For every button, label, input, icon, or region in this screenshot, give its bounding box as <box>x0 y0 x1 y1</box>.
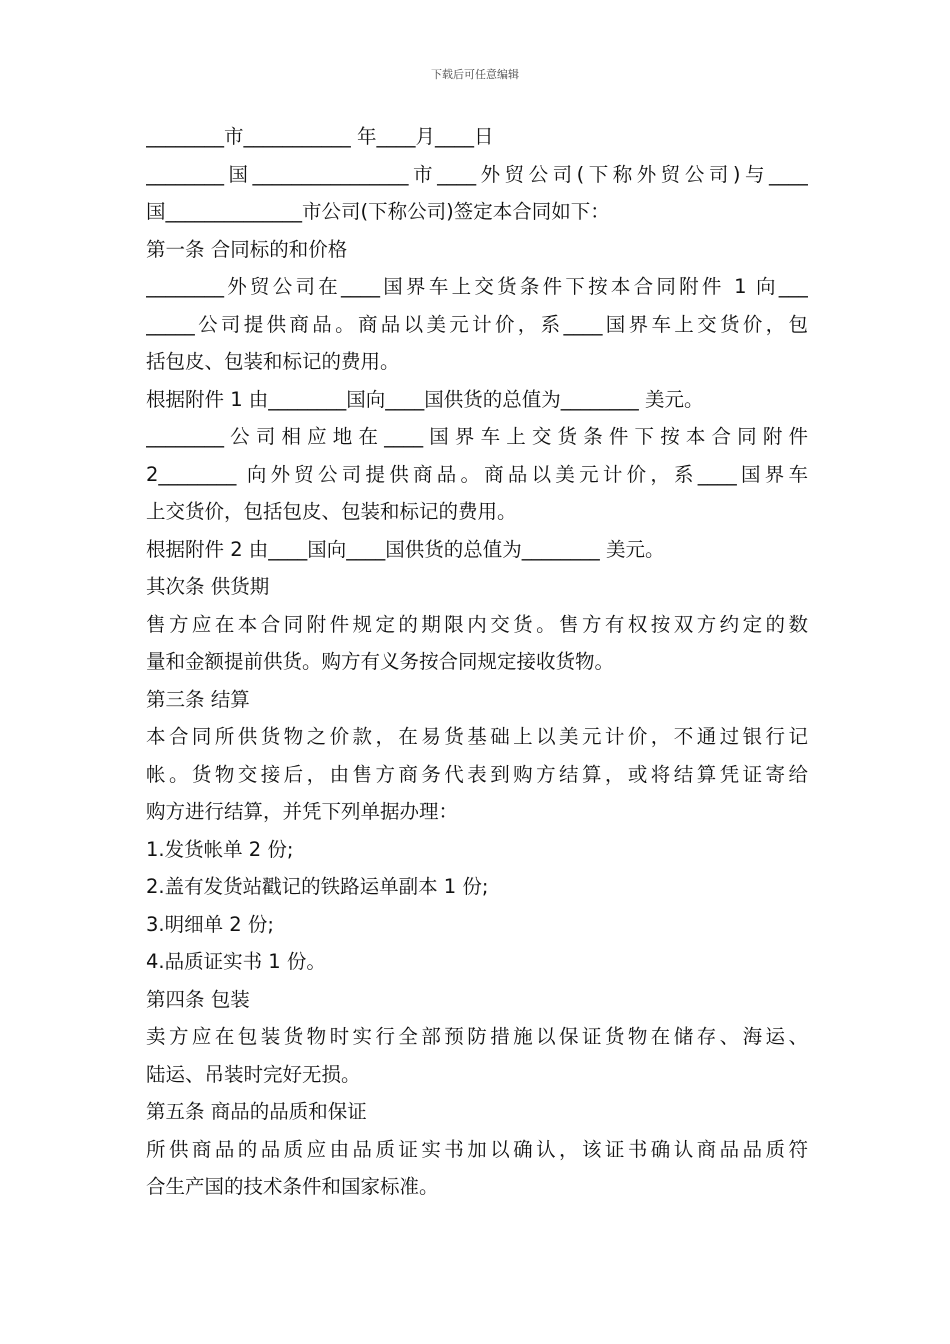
document-list-item: 3.明细单 2 份; <box>146 912 274 936</box>
article-5-heading: 第五条 商品的品质和保证 <box>146 1100 367 1123</box>
article-3-text-line: 购方进行结算，并凭下列单据办理： <box>146 800 459 823</box>
contract-body <box>146 118 808 1206</box>
article-5-text-line: 合生产国的技术条件和国家标准。 <box>146 1175 439 1198</box>
article-1-text-line: 括包皮、包装和标记的费用。 <box>146 350 400 373</box>
document-list-item: 2.盖有发货站戳记的铁路运单副本 1 份; <box>146 875 489 898</box>
article-4-text-line: 陆运、吊装时完好无损。 <box>146 1062 361 1086</box>
article-2-text-line: 售方应在本合同附件规定的期限内交货。售方有权按双方约定的数 <box>146 612 808 636</box>
article-1-text-line: 上交货价，包括包皮、包装和标记的费用。 <box>146 500 517 523</box>
article-1-text-line: 根据附件 2 由____国向____国供货的总值为________ 美元。 <box>146 537 665 561</box>
parties-line-2: 国______________市公司(下称公司)签定本合同如下： <box>146 200 610 223</box>
article-4-text-line: 卖方应在包装货物时实行全部预防措施以保证货物在储存、海运、 <box>146 1025 808 1048</box>
article-3-heading: 第三条 结算 <box>146 687 250 711</box>
article-1-text-line: ________外贸公司在____国界车上交货条件下按本合同附件 1 向___ <box>146 275 808 298</box>
article-1-text-line: 2________ 向外贸公司提供商品。商品以美元计价，系____国界车 <box>146 462 808 486</box>
date-line: ________市___________ 年____月____日 <box>146 125 494 148</box>
article-3-text-line: 帐。货物交接后，由售方商务代表到购方结算，或将结算凭证寄给 <box>146 762 808 786</box>
article-1-heading: 第一条 合同标的和价格 <box>146 237 348 261</box>
article-3-text-line: 本合同所供货物之价款，在易货基础上以美元计价，不通过银行记 <box>146 725 808 748</box>
article-2-heading: 其次条 供货期 <box>146 575 270 598</box>
article-1-text-line: ________公司相应地在____国界车上交货条件下按本合同附件 <box>146 425 808 448</box>
document-list-item: 1.发货帐单 2 份; <box>146 837 294 861</box>
parties-line-1: ________国________________市____外贸公司(下称外贸公司)与____ <box>146 162 808 186</box>
article-5-text-line: 所供商品的品质应由品质证实书加以确认，该证书确认商品品质符 <box>146 1137 808 1161</box>
article-2-text-line: 量和金额提前供货。购方有义务按合同规定接收货物。 <box>146 650 615 673</box>
article-4-heading: 第四条 包装 <box>146 987 250 1011</box>
page-header-note: 下载后可任意编辑 <box>431 68 519 81</box>
article-1-text-line: 根据附件 1 由________国向____国供货的总值为________ 美元。 <box>146 387 704 411</box>
document-list-item: 4.品质证实书 1 份。 <box>146 950 326 973</box>
article-1-text-line: _____公司提供商品。商品以美元计价，系____国界车上交货价，包 <box>146 312 808 336</box>
